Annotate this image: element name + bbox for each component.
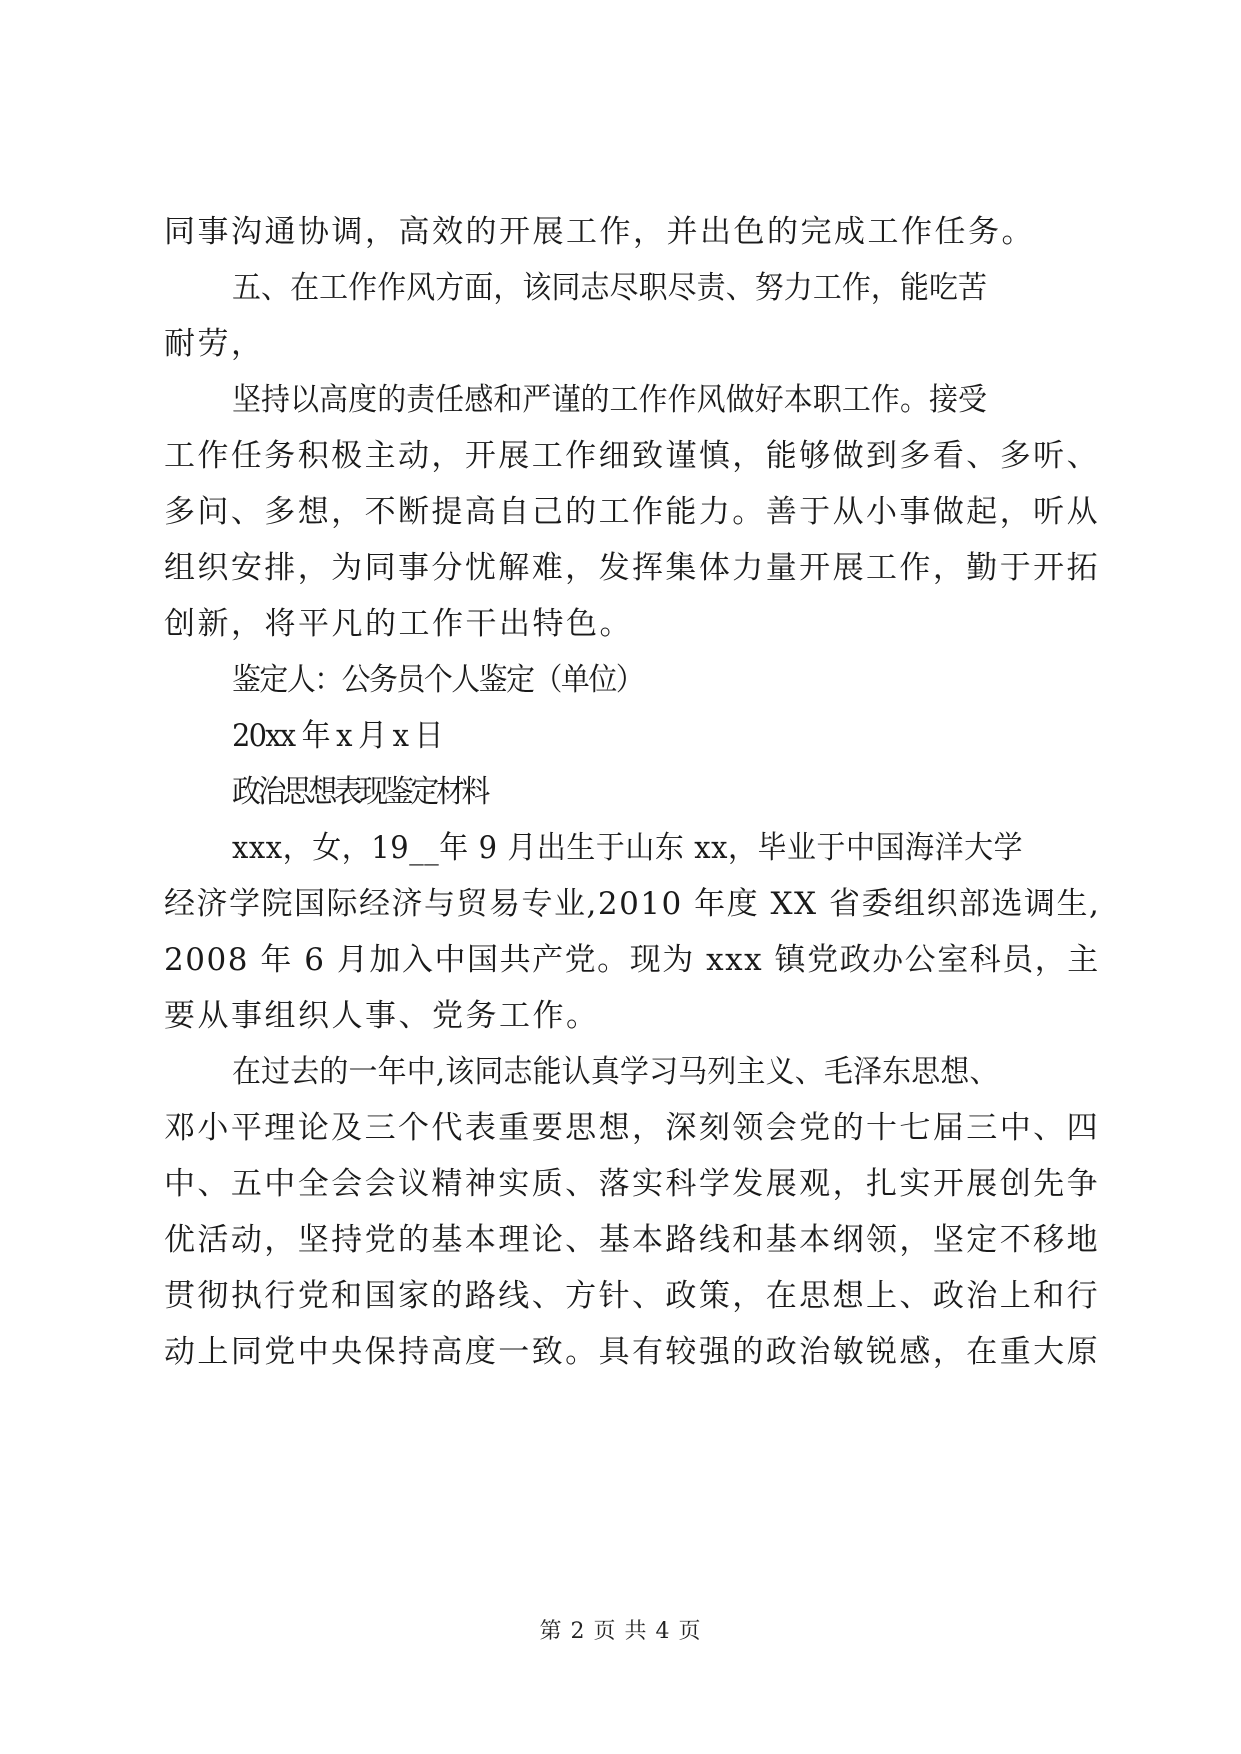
body-line: 经济学院国际经济与贸易专业,2010 年度 XX 省委组织部选调生, [164,886,1101,922]
body-line: 耐劳， [164,326,265,362]
paragraph-start-line: 坚持以高度的责任感和严谨的工作作风做好本职工作。接受 [232,382,988,418]
body-line: 同事沟通协调，高效的开展工作，并出色的完成工作任务。 [164,214,1035,250]
body-line: 组织安排，为同事分忧解难，发挥集体力量开展工作，勤于开拓 [164,550,1100,586]
body-line: 工作任务积极主动，开展工作细致谨慎，能够做到多看、多听、 [164,438,1100,474]
paragraph-start-line: xxx，女，19__年 9 月出生于山东 xx，毕业于中国海洋大学 [232,830,1024,866]
paragraph-start-line: 五、在工作作风方面，该同志尽职尽责、努力工作，能吃苦 [232,270,988,306]
paragraph-start-line: 在过去的一年中,该同志能认真学习马列主义、毛泽东思想、 [232,1054,999,1090]
page-number-footer: 第 2 页 共 4 页 [539,1619,702,1644]
section-heading: 政治思想表现鉴定材料 [232,774,487,810]
body-line: 优活动，坚持党的基本理论、基本路线和基本纲领，坚定不移地 [164,1222,1100,1258]
body-line: 多问、多想，不断提高自己的工作能力。善于从小事做起，听从 [164,494,1100,530]
body-line: 2008 年 6 月加入中国共产党。现为 xxx 镇党政办公室科员，主 [164,942,1100,978]
body-line: 邓小平理论及三个代表重要思想，深刻领会党的十七届三中、四 [164,1110,1100,1146]
appraiser-line: 鉴定人：公务员个人鉴定（单位） [232,662,644,698]
body-line: 中、五中全会会议精神实质、落实科学发展观，扎实开展创先争 [164,1166,1100,1202]
date-line: 20xx 年 x 月 x 日 [232,718,442,754]
body-line: 创新，将平凡的工作干出特色。 [164,606,633,642]
body-line: 要从事组织人事、党务工作。 [164,998,600,1034]
body-line: 动上同党中央保持高度一致。具有较强的政治敏锐感，在重大原 [164,1334,1100,1370]
body-line: 贯彻执行党和国家的路线、方针、政策，在思想上、政治上和行 [164,1278,1100,1314]
